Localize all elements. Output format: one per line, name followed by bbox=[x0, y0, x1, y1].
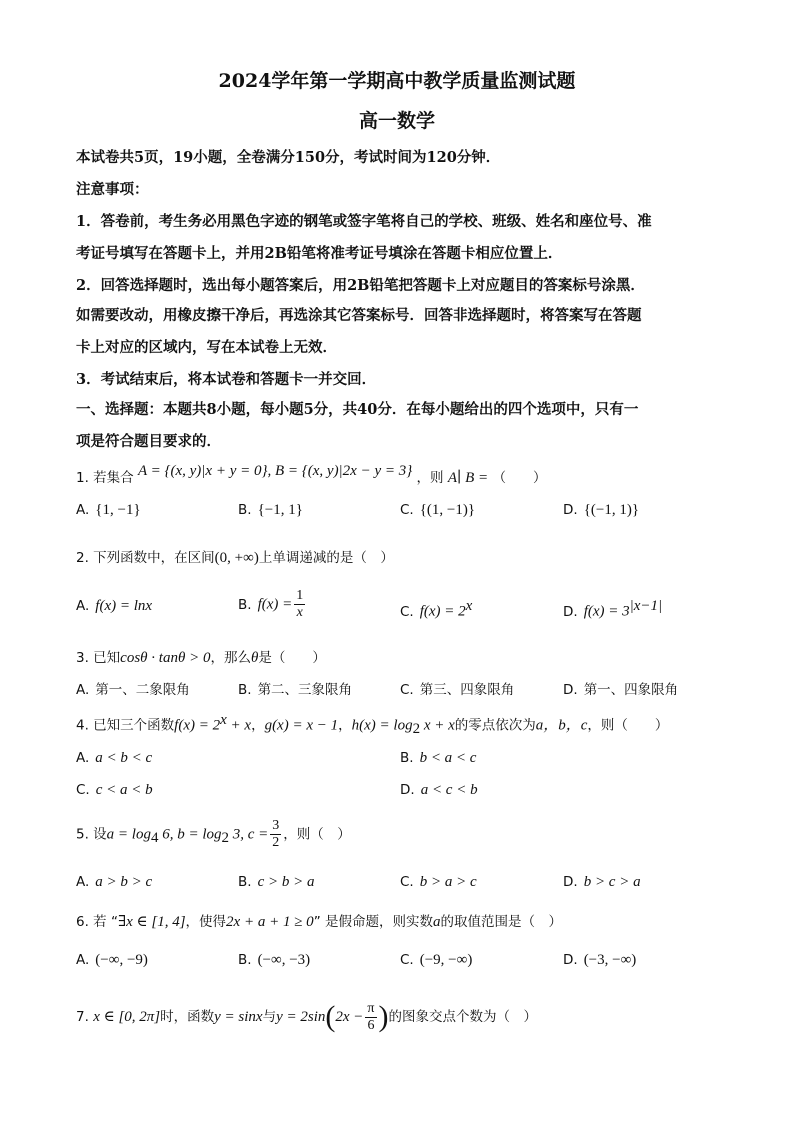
q1-number: 1. 若集合 bbox=[76, 470, 134, 486]
q4-option-d: D. a < c < b bbox=[400, 782, 478, 798]
q3-option-b: B. 第二、三象限角 bbox=[238, 682, 353, 698]
notice-3: 3．考试结束后，将本试卷和答题卡一并交回． bbox=[76, 371, 377, 388]
notice-title: 注意事项： bbox=[76, 181, 149, 198]
section-heading-b: 项是符合题目要求的． bbox=[76, 433, 221, 450]
q1-expression: A∣ B = bbox=[447, 470, 489, 486]
q7-pi-fraction: $\frac{\pi}{6}$ bbox=[367, 1000, 375, 1033]
q2-option-d: D. $f(x) = 3^{|x-1|}$ bbox=[563, 598, 663, 620]
q3-condition: cosθ · tanθ > 0 bbox=[120, 650, 211, 666]
section-heading-a: 一、选择题：本题共8小题，每小题5分，共40分．在每小题给出的四个选项中，只有一 bbox=[76, 401, 639, 418]
q1-tail: ，则 bbox=[416, 470, 444, 486]
q6-option-d: D. (−3, −∞) bbox=[563, 952, 637, 968]
q4-option-c: C. c < a < b bbox=[76, 782, 153, 798]
notice-2b: 如需要改动，用橡皮擦干净后，再选涂其它答案标号．回答非选择题时，将答案写在答题 bbox=[76, 307, 642, 324]
q4-option-a: A. a < b < c bbox=[76, 750, 153, 766]
q1-option-a: A. {1, −1} bbox=[76, 502, 141, 518]
question-4: 4. 已知三个函数$f(x) = 2^x + x$，g(x) = x − 1，$h(x) = \log_2 x + x$的零点依次为a，b，c，则（ ） bbox=[76, 712, 669, 738]
q5-option-b: B. c > b > a bbox=[238, 874, 315, 890]
notice-1b: 考证号填写在答题卡上，并用2B铅笔将准考证号填涂在答题卡相应位置上． bbox=[76, 245, 563, 262]
question-5: 5. 设$a = \log_4 6$, $b = \log_2 3$, c = $\frac{3}{2}$ ，则（ ） bbox=[76, 818, 351, 850]
exam-title: 2024学年第一学期高中教学质量监测试题 bbox=[218, 70, 576, 92]
question-2: 2. 下列函数中，在区间(0, +∞)上单调递减的是（ ） bbox=[76, 550, 394, 566]
notice-2c: 卡上对应的区域内，写在本试卷上无效． bbox=[76, 339, 337, 356]
question-7: 7. x ∈ [0, 2π]时，函数y = sinx与y = 2sin(2x − $\frac{\pi}{6}$ )的图象交点个数为（ ） bbox=[76, 1000, 537, 1033]
q6-option-c: C. (−9, −∞) bbox=[400, 952, 473, 968]
question-6: 6. 若 “∃x ∈ [1, 4]，使得2x + a + 1 ≥ 0” 是假命题，则实数a的取值范围是（ ） bbox=[76, 914, 562, 930]
q2-option-a: A. f(x) = lnx bbox=[76, 598, 153, 614]
question-1 bbox=[76, 463, 547, 487]
q3-option-a: A. 第一、二象限角 bbox=[76, 682, 190, 698]
q5-c-fraction: $\frac{3}{2}$ bbox=[272, 818, 280, 850]
subject-title: 高一数学 bbox=[358, 110, 435, 132]
q5-option-d: D. b > c > a bbox=[563, 874, 641, 890]
q5-option-c: C. b > a > c bbox=[400, 874, 477, 890]
q5-option-a: A. a > b > c bbox=[76, 874, 153, 890]
q2-option-c: C. $f(x) = 2^x$ bbox=[400, 598, 473, 620]
q2-option-b: B. f(x) = $\frac{1}{x}$ bbox=[238, 588, 304, 620]
q1-option-b: B. {−1, 1} bbox=[238, 502, 303, 518]
q1-set-a: A = {(x, y)|x + y = 0} bbox=[137, 463, 268, 479]
notice-2a: 2．回答选择题时，选出每小题答案后，用2B铅笔把答题卡上对应题目的答案标号涂黑． bbox=[76, 277, 645, 294]
q6-option-a: A. (−∞, −9) bbox=[76, 952, 148, 968]
q3-option-d: D. 第一、四象限角 bbox=[563, 682, 679, 698]
q3-option-c: C. 第三、四象限角 bbox=[400, 682, 515, 698]
question-3: 3. 已知cosθ · tanθ > 0，那么θ是（ ） bbox=[76, 650, 326, 666]
q6-option-b: B. (−∞, −3) bbox=[238, 952, 311, 968]
exam-info: 本试卷共5页，19小题，全卷满分150分，考试时间为120分钟． bbox=[76, 149, 501, 166]
q2-b-fraction: $\frac{1}{x}$ bbox=[296, 588, 304, 620]
q1-option-c: C. {(1, −1)} bbox=[400, 502, 476, 518]
q1-option-d: D. {(−1, 1)} bbox=[563, 502, 640, 518]
notice-1a: 1．答卷前，考生务必用黑色字迹的钢笔或签字笔将自己的学校、班级、姓名和座位号、准 bbox=[76, 213, 652, 230]
q4-option-b: B. b < a < c bbox=[400, 750, 477, 766]
q2-interval: (0, +∞) bbox=[214, 550, 259, 566]
q1-set-b: , B = {(x, y)|2x − y = 3} bbox=[267, 463, 413, 479]
q1-paren: （ ） bbox=[492, 470, 547, 486]
